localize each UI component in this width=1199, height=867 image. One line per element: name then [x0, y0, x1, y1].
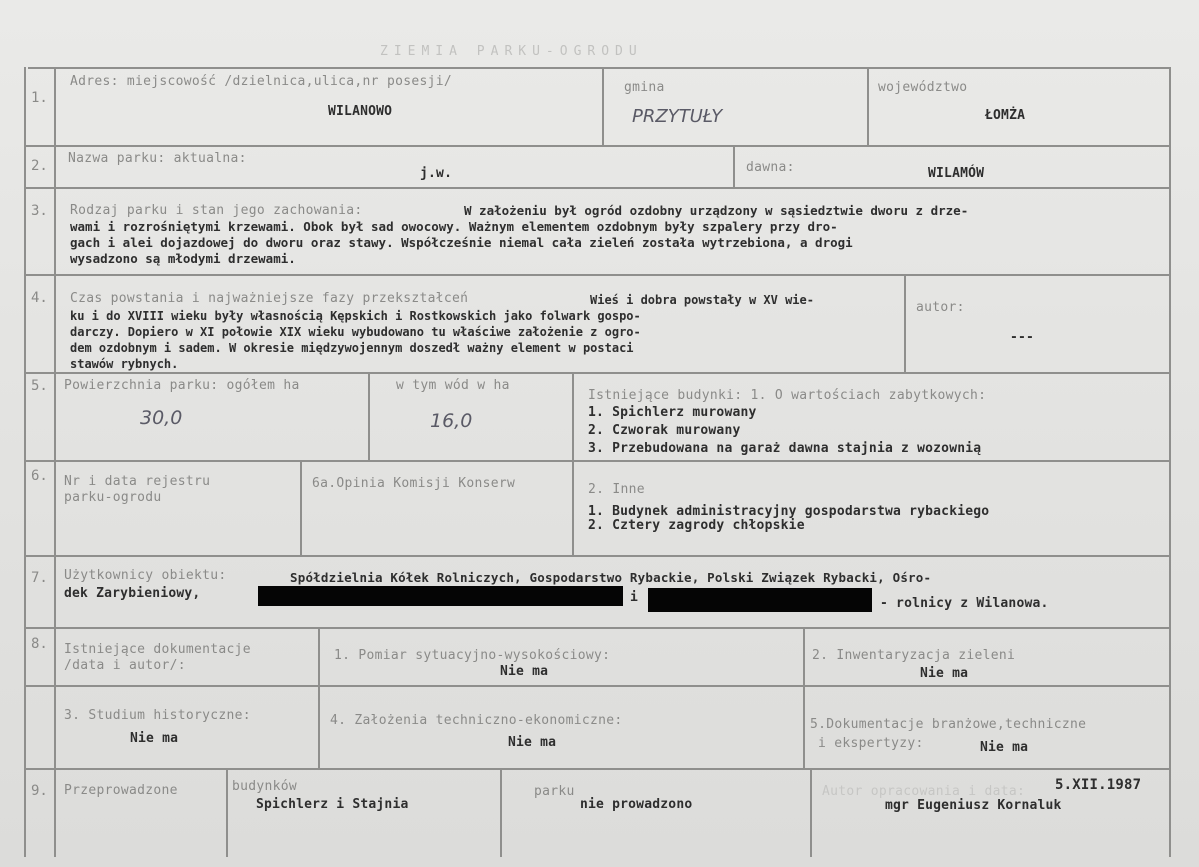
study-value: Nie ma [130, 731, 179, 746]
rule [26, 627, 1171, 629]
water-area-value: 16,0 [430, 410, 473, 432]
rule [810, 768, 812, 857]
park-name-label: Nazwa parku: aktualna: [68, 151, 247, 166]
address-label: Adres: miejscowość /dzielnica,ulica,nr posesji/ [70, 74, 452, 89]
conducted-label: Przeprowadzone [64, 783, 178, 798]
address-value: WILANOWO [328, 104, 393, 119]
users-line-2-start: dek Zarybieniowy, [64, 586, 201, 601]
building-item: 1. Spichlerz murowany [588, 405, 757, 420]
row-number: 3. [31, 203, 48, 219]
row-number: 8. [31, 636, 48, 652]
buildings-works-value: Spichlerz i Stajnia [256, 797, 409, 812]
rule [500, 768, 502, 857]
row-number: 4. [31, 290, 48, 306]
opinion-label: 6a.Opinia Komisji Konserw [312, 476, 516, 491]
rule [26, 145, 1171, 147]
register-label: Nr i data rejestru [64, 474, 211, 489]
rule [733, 145, 735, 187]
voivodeship-label: województwo [878, 80, 968, 95]
redaction-bar [648, 588, 872, 612]
rule [26, 555, 1171, 557]
rule [602, 67, 604, 145]
rule [26, 372, 1171, 374]
compilation-date: 5.XII.1987 [1055, 777, 1142, 793]
row-number: 1. [31, 90, 48, 106]
building-item: 2. Czworak murowany [588, 423, 741, 438]
row-number: 2. [31, 158, 48, 174]
park-works-value: nie prowadzono [580, 797, 693, 812]
buildings-works-label: budynków [232, 779, 298, 794]
buildings-label: Istniejące budynki: 1. O wartościach zabytkowych: [588, 388, 987, 403]
park-type-text: W założeniu był ogród ozdobny urządzony w sąsiedztwie dworu z drze- wami i rozrośniętymi krzewami. Obok był sad owocowy. Ważnym elementem ozdobnym były szpalery przy dro- gach i alei dojazdowej do dworu oraz stawy. Współcześnie niemal cała zieleń została wytrzebiona, a drogi wysadzono są młodymi drzewami. [70, 203, 969, 266]
gmina-value: PRZYTUŁY [632, 106, 723, 127]
park-type-label: Rodzaj parku i stan jego zachowania: [70, 203, 363, 218]
author-label: autor: [916, 300, 965, 315]
inventory-value: Nie ma [920, 666, 969, 681]
right-border [1169, 67, 1171, 857]
former-name-label: dawna: [746, 160, 795, 175]
water-area-label: w tym wód w ha [396, 378, 510, 393]
rule [26, 460, 1171, 462]
users-line-2-mid: i [630, 590, 639, 605]
rule [226, 768, 228, 857]
survey-value: Nie ma [500, 664, 549, 679]
rule [28, 67, 1171, 69]
building-item: 3. Przebudowana na garaż dawna stajnia z wozownią [588, 441, 982, 456]
card-title: ZIEMIA PARKU-OGRODU [380, 44, 643, 59]
users-label: Użytkownicy obiektu: [64, 568, 227, 583]
left-border [24, 67, 26, 857]
branch-docs-label: 5.Dokumentacje branżowe,techniczne [810, 717, 1087, 732]
inventory-label: 2. Inwentaryzacja zieleni [812, 648, 1016, 663]
tech-label: 4. Założenia techniczno-ekonomiczne: [330, 713, 623, 728]
survey-label: 1. Pomiar sytuacyjno-wysokościowy: [334, 648, 611, 663]
row-number: 9. [31, 783, 48, 799]
park-name-value: j.w. [420, 166, 453, 181]
branch-docs-label: i ekspertyzy: [818, 736, 924, 751]
docs-label: Istniejące dokumentacje [64, 642, 251, 657]
history-text: Wieś i dobra powstały w XV wie- ku i do XVIII wieku były własnością Kępskich i Rostkowskich jako folwark gospo- darczy. Dopiero w XI połowie XIX wieku wybudowano tu właściwe założenie z ogro- dem ozdobnym i sadem. W okresie międzywojennym doszedł ważny element w postaci stawów rybnych. [70, 293, 814, 371]
area-value: 30,0 [140, 407, 183, 429]
history-label: Czas powstania i najważniejsze fazy przekształceń [70, 291, 469, 306]
docs-label: /data i autor/: [64, 658, 186, 673]
rule [572, 372, 574, 555]
author-date-label: Autor opracowania i data: [822, 784, 1026, 799]
row-number: 5. [31, 378, 48, 394]
rule [300, 460, 302, 555]
register-label: parku-ogrodu [64, 490, 162, 505]
tech-value: Nie ma [508, 735, 557, 750]
rule [26, 187, 1171, 189]
row-number: 7. [31, 570, 48, 586]
rule [904, 274, 906, 372]
branch-docs-value: Nie ma [980, 740, 1029, 755]
area-label: Powierzchnia parku: ogółem ha [64, 378, 300, 393]
users-line-1: Spółdzielnia Kółek Rolniczych, Gospodarstwo Rybackie, Polski Związek Rybacki, Ośro- [290, 570, 932, 585]
study-label: 3. Studium historyczne: [64, 708, 251, 723]
rule [26, 274, 1171, 276]
rule [26, 685, 1171, 687]
other-building-item: 2. Cztery zagrody chłopskie [588, 518, 805, 533]
number-column-rule [54, 67, 56, 857]
rule [867, 67, 869, 145]
rule [368, 372, 370, 460]
other-building-item: 1. Budynek administracyjny gospodarstwa rybackiego [588, 504, 990, 519]
other-buildings-label: 2. Inne [588, 482, 645, 497]
park-works-label: parku [534, 784, 575, 799]
rule [318, 627, 320, 768]
row-number: 6. [31, 468, 48, 484]
users-line-2-end: - rolnicy z Wilanowa. [880, 596, 1049, 611]
gmina-label: gmina [624, 80, 665, 95]
rule [803, 627, 805, 768]
voivodeship-value: ŁOMŻA [985, 108, 1026, 123]
author-value: --- [1010, 330, 1035, 345]
rule [26, 768, 1171, 770]
former-name-value: WILAMÓW [928, 166, 985, 181]
compiler-name: mgr Eugeniusz Kornaluk [885, 798, 1062, 813]
redaction-bar [258, 586, 623, 606]
